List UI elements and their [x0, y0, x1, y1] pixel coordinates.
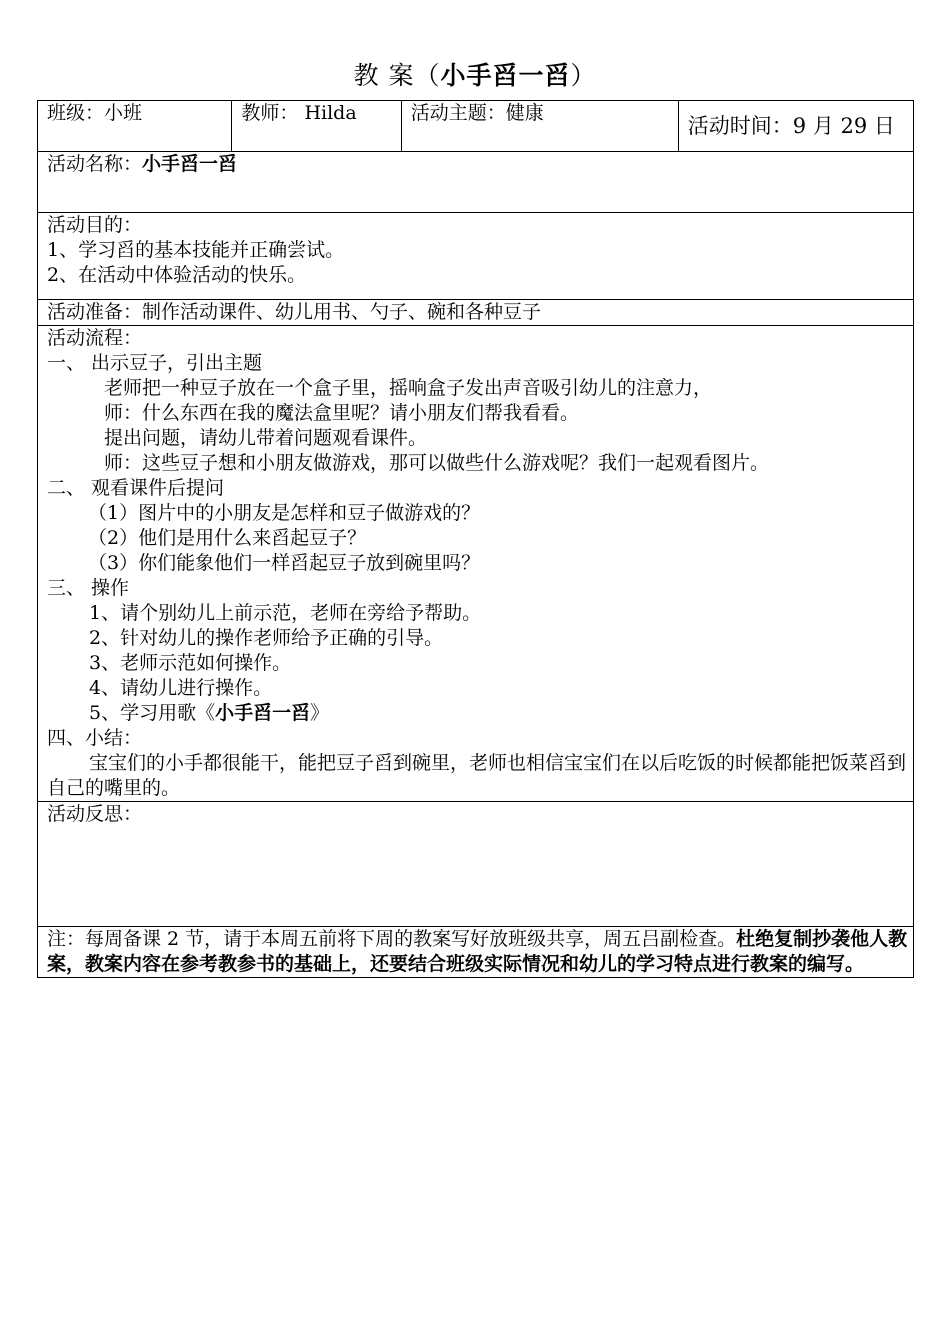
summary-text: 宝宝们的小手都很能干，能把豆子舀到碗里，老师也相信宝宝们在以后吃饭的时候都能把饭菜舀到自己的嘴里的。 — [47, 752, 907, 799]
title-suffix: ） — [570, 61, 597, 90]
note-row — [38, 927, 914, 978]
header-row — [38, 101, 914, 152]
reflection-cell: 活动反思： — [38, 802, 914, 927]
process-row — [38, 326, 914, 802]
section-title: 四、小结： — [47, 727, 143, 749]
section-line: 师：这些豆子想和小朋友做游戏，那可以做些什么游戏呢？我们一起观看图片。 — [104, 452, 770, 474]
process-cell — [38, 326, 914, 802]
activity-name-value: 小手舀一舀 — [142, 153, 238, 175]
section-title: 一、 出示豆子，引出主题 — [47, 352, 263, 374]
lesson-plan-table — [37, 100, 914, 978]
teacher-cell: 教师： Hilda — [232, 101, 401, 152]
goals-cell — [38, 213, 914, 300]
question-line: （3）你们能象他们一样舀起豆子放到碗里吗？ — [88, 552, 481, 574]
step-line: 2、针对幼儿的操作老师给予正确的引导。 — [89, 627, 444, 649]
step-line: 4、请幼儿进行操作。 — [89, 677, 273, 699]
section-title: 二、 观看课件后提问 — [47, 477, 225, 499]
step-line: 3、老师示范如何操作。 — [89, 652, 292, 674]
title-prefix: 教 案（ — [353, 61, 441, 90]
section-line: 老师把一种豆子放在一个盒子里，摇响盒子发出声音吸引幼儿的注意力， — [104, 377, 713, 399]
section-title: 三、 操作 — [47, 577, 130, 599]
song-name: 小手舀一舀 — [215, 702, 311, 724]
goals-row — [38, 213, 914, 300]
page-title — [0, 56, 950, 92]
note-normal: 注：每周备课 2 节，请于本周五前将下周的教案写好放班级共享，周五吕副检查。 — [47, 928, 737, 950]
title-name: 小手舀一舀 — [440, 61, 571, 90]
step-line: 1、请个别幼儿上前示范，老师在旁给予帮助。 — [89, 602, 482, 624]
section-line: 提出问题，请幼儿带着问题观看课件。 — [104, 427, 428, 449]
preparation-row — [38, 300, 914, 326]
activity-name-cell — [38, 152, 914, 213]
reflection-row — [38, 802, 914, 927]
step-line-song — [47, 701, 913, 726]
song-prefix: 5、学习用歌《 — [89, 702, 216, 724]
question-line: （1）图片中的小朋友是怎样和豆子做游戏的？ — [88, 502, 481, 524]
goal-item: 2、在活动中体验活动的快乐。 — [47, 264, 307, 286]
note-bold: 杜绝复制抄袭他人教案，教案内容在参考教参书的基础上，还要结合班级实际情况和幼儿的学习特点进行教案的编写。 — [47, 928, 908, 975]
time-cell: 活动时间：9 月 29 日 — [678, 101, 913, 152]
activity-name-label: 活动名称： — [47, 153, 143, 175]
goal-item: 1、学习舀的基本技能并正确尝试。 — [47, 239, 345, 261]
song-suffix: 》 — [310, 702, 330, 724]
preparation-cell: 活动准备：制作活动课件、幼儿用书、勺子、碗和各种豆子 — [38, 300, 914, 326]
note-cell — [38, 927, 914, 978]
section-line: 师：什么东西在我的魔法盒里呢？请小朋友们帮我看看。 — [104, 402, 580, 424]
activity-name-row — [38, 152, 914, 213]
question-line: （2）他们是用什么来舀起豆子？ — [88, 527, 367, 549]
process-label: 活动流程： — [47, 327, 143, 349]
theme-cell: 活动主题：健康 — [401, 101, 678, 152]
class-cell: 班级：小班 — [38, 101, 232, 152]
goals-label: 活动目的： — [47, 214, 143, 236]
